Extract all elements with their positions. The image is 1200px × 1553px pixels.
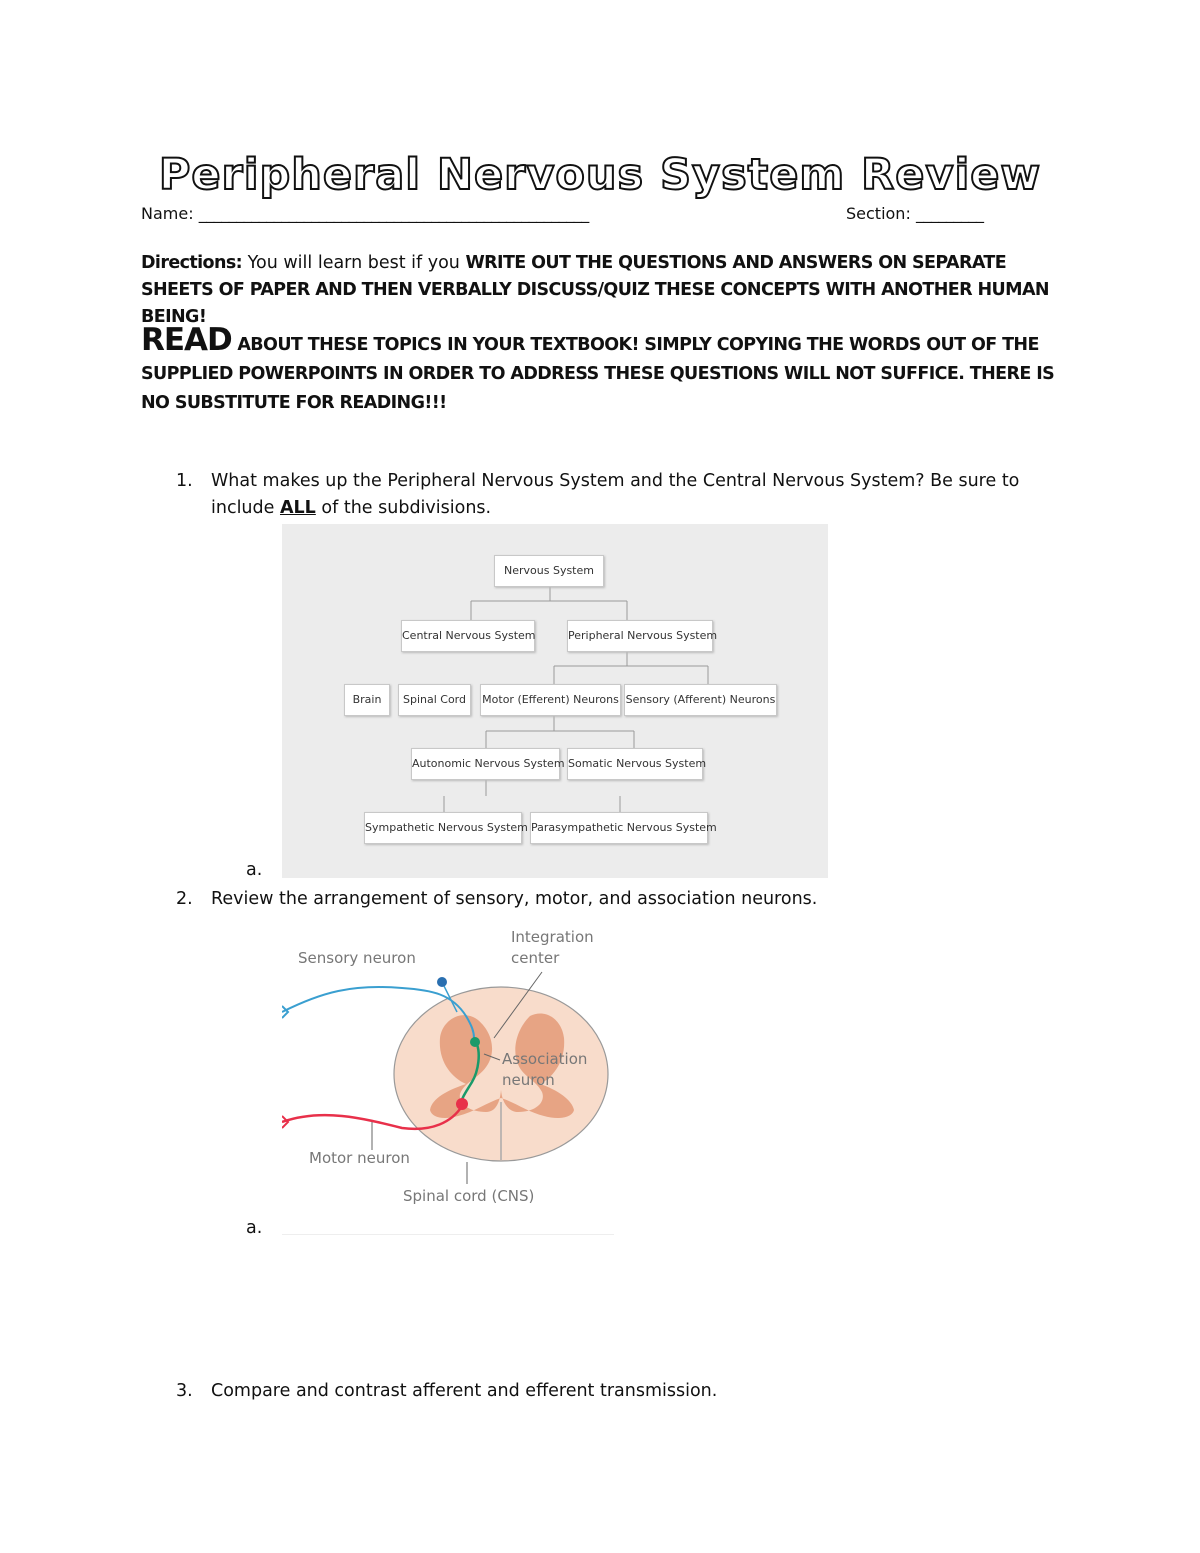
nervous-system-diagram [282,524,828,878]
directions [141,250,1071,331]
motor-neuron-cell-body [456,1098,468,1110]
node-sympathetic-nervous-system: Sympathetic Nervous System [364,812,522,844]
read-note [141,322,1071,418]
node-motor-neurons: Motor (Efferent) Neurons [480,684,621,716]
label-integration: Integration [511,928,594,946]
read-text: ABOUT THESE TOPICS IN YOUR TEXTBOOK! SIMPLY COPYING THE WORDS OUT OF THE SUPPLIED POWERPOINTS IN ORDER TO ADDRESS THESE QUESTIONS WILL NOT SUFFICE. THERE IS NO SUBSTITUTE FOR READING!!! [141,335,1055,413]
question-1 [176,468,1076,528]
question-number: 3. [176,1381,193,1401]
section-label: Section: [846,204,911,223]
label-sensory-neuron: Sensory neuron [298,949,416,967]
question-number: 2. [176,889,193,909]
question-1-sub-label: a. [246,860,263,880]
section-blank: _________ [915,204,984,223]
name-blank: ____________________________________________________ [198,204,589,223]
section-line [846,204,983,223]
node-central-nervous-system: Central Nervous System [401,620,535,652]
question-text-part: of the subdivisions. [321,498,492,518]
directions-caps: WRITE OUT THE QUESTIONS AND ANSWERS ON SEPARATE SHEETS OF PAPER AND THEN VERBALLY DISCUSS/QUIZ THESE CONCEPTS WITH ANOTHER HUMAN BEING! [141,253,1049,327]
node-brain: Brain [344,684,390,716]
label-association: Association [502,1050,588,1068]
question-3 [176,1378,1076,1408]
page-title: Peripheral Nervous System Review [158,150,1042,200]
question-text: Compare and contrast afferent and efferent transmission. [211,1381,718,1401]
read-emphasis: READ [141,322,232,358]
sensory-neuron-cell-body [437,977,447,987]
question-text: Review the arrangement of sensory, motor, and association neurons. [211,889,818,909]
name-line [141,204,589,223]
node-spinal-cord: Spinal Cord [398,684,471,716]
node-parasympathetic-nervous-system: Parasympathetic Nervous System [530,812,708,844]
question-number: 1. [176,471,193,491]
directions-label: Directions: [141,253,243,273]
node-somatic-nervous-system: Somatic Nervous System [567,748,703,780]
label-motor-neuron: Motor neuron [309,1149,410,1167]
label-center: center [511,949,560,967]
spinal-cord-illustration [282,922,614,1234]
question-2-sub-label: a. [246,1218,263,1238]
node-sensory-neurons: Sensory (Afferent) Neurons [624,684,777,716]
node-nervous-system: Nervous System [494,555,604,587]
question-emphasis: ALL [279,498,316,518]
question-text [211,468,1041,522]
node-peripheral-nervous-system: Peripheral Nervous System [567,620,713,652]
question-text-part: What makes up the Peripheral Nervous System and the Central Nervous System? Be sure to include [211,471,1020,518]
label-spinal-cord: Spinal cord (CNS) [403,1187,535,1205]
association-neuron-cell-body [470,1037,480,1047]
question-2 [176,886,1076,916]
label-neuron: neuron [502,1071,555,1089]
node-autonomic-nervous-system: Autonomic Nervous System [411,748,560,780]
name-label: Name: [141,204,194,223]
directions-lead: You will learn best if you [247,253,460,273]
spinal-cord-diagram [282,922,614,1235]
